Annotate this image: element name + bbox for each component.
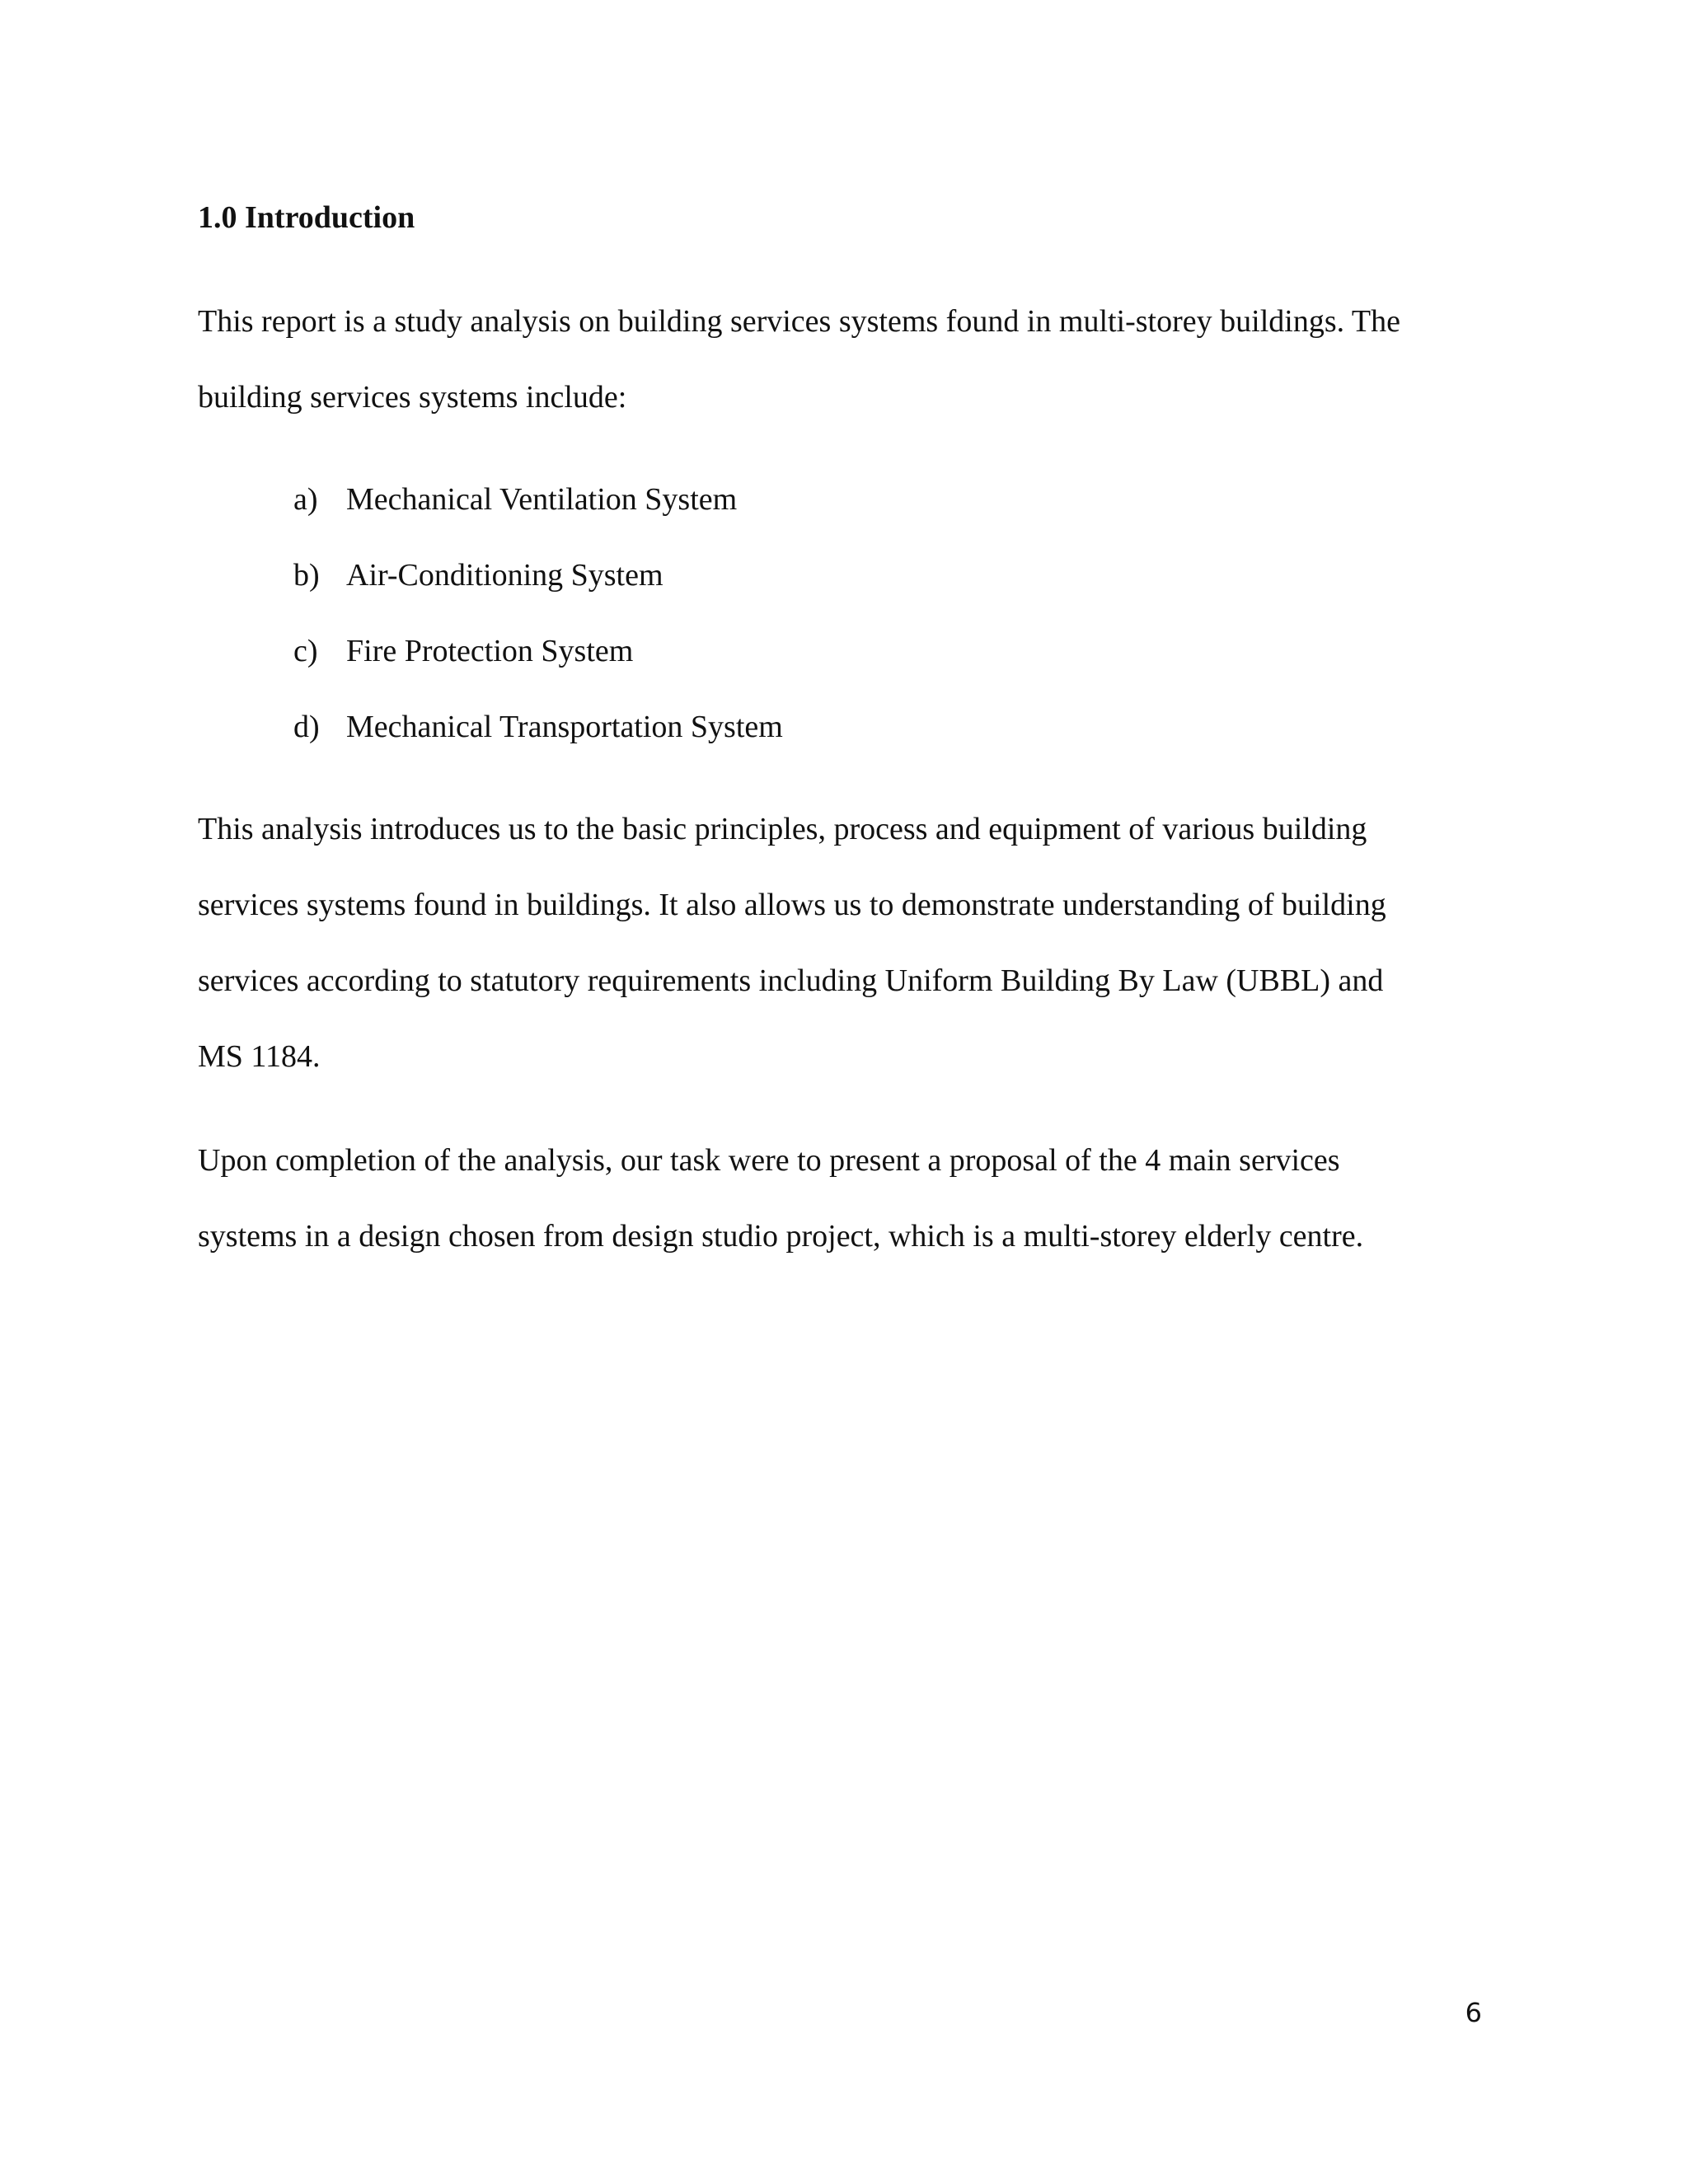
list-item-text: Mechanical Transportation System	[346, 710, 783, 744]
list-marker: b)	[293, 558, 320, 593]
list-item-text: Mechanical Ventilation System	[346, 482, 738, 517]
section-heading: 1.0 Introduction	[198, 200, 415, 235]
analysis-paragraph	[198, 791, 1517, 1094]
paragraph-line: Upon completion of the analysis, our task were to present a proposal of the 4 main services	[198, 1143, 1340, 1178]
list-marker: c)	[293, 634, 318, 668]
paragraph-line: systems in a design chosen from design studio project, which is a multi-storey elderly centre.	[198, 1219, 1364, 1254]
list-marker: d)	[293, 710, 320, 744]
page-number: 6	[1465, 1997, 1482, 2028]
completion-paragraph	[198, 1122, 1517, 1274]
paragraph-line: This analysis introduces us to the basic principles, process and equipment of various building	[198, 812, 1367, 846]
paragraph-line: MS 1184.	[198, 1039, 321, 1074]
list-item	[293, 537, 783, 613]
list-item-text: Air-Conditioning System	[346, 558, 663, 593]
intro-paragraph	[198, 284, 1517, 435]
paragraph-line: services according to statutory requirements including Uniform Building By Law (UBBL) and	[198, 963, 1384, 998]
list-marker: a)	[293, 482, 318, 517]
paragraph-line: services systems found in buildings. It also allows us to demonstrate understanding of building	[198, 888, 1386, 922]
list-item	[293, 689, 783, 765]
list-item-text: Fire Protection System	[346, 634, 634, 668]
list-item	[293, 462, 783, 537]
paragraph-line: building services systems include:	[198, 380, 627, 415]
systems-list	[293, 462, 783, 765]
paragraph-line: This report is a study analysis on building services systems found in multi-storey buildings. The	[198, 304, 1400, 339]
list-item	[293, 613, 783, 689]
